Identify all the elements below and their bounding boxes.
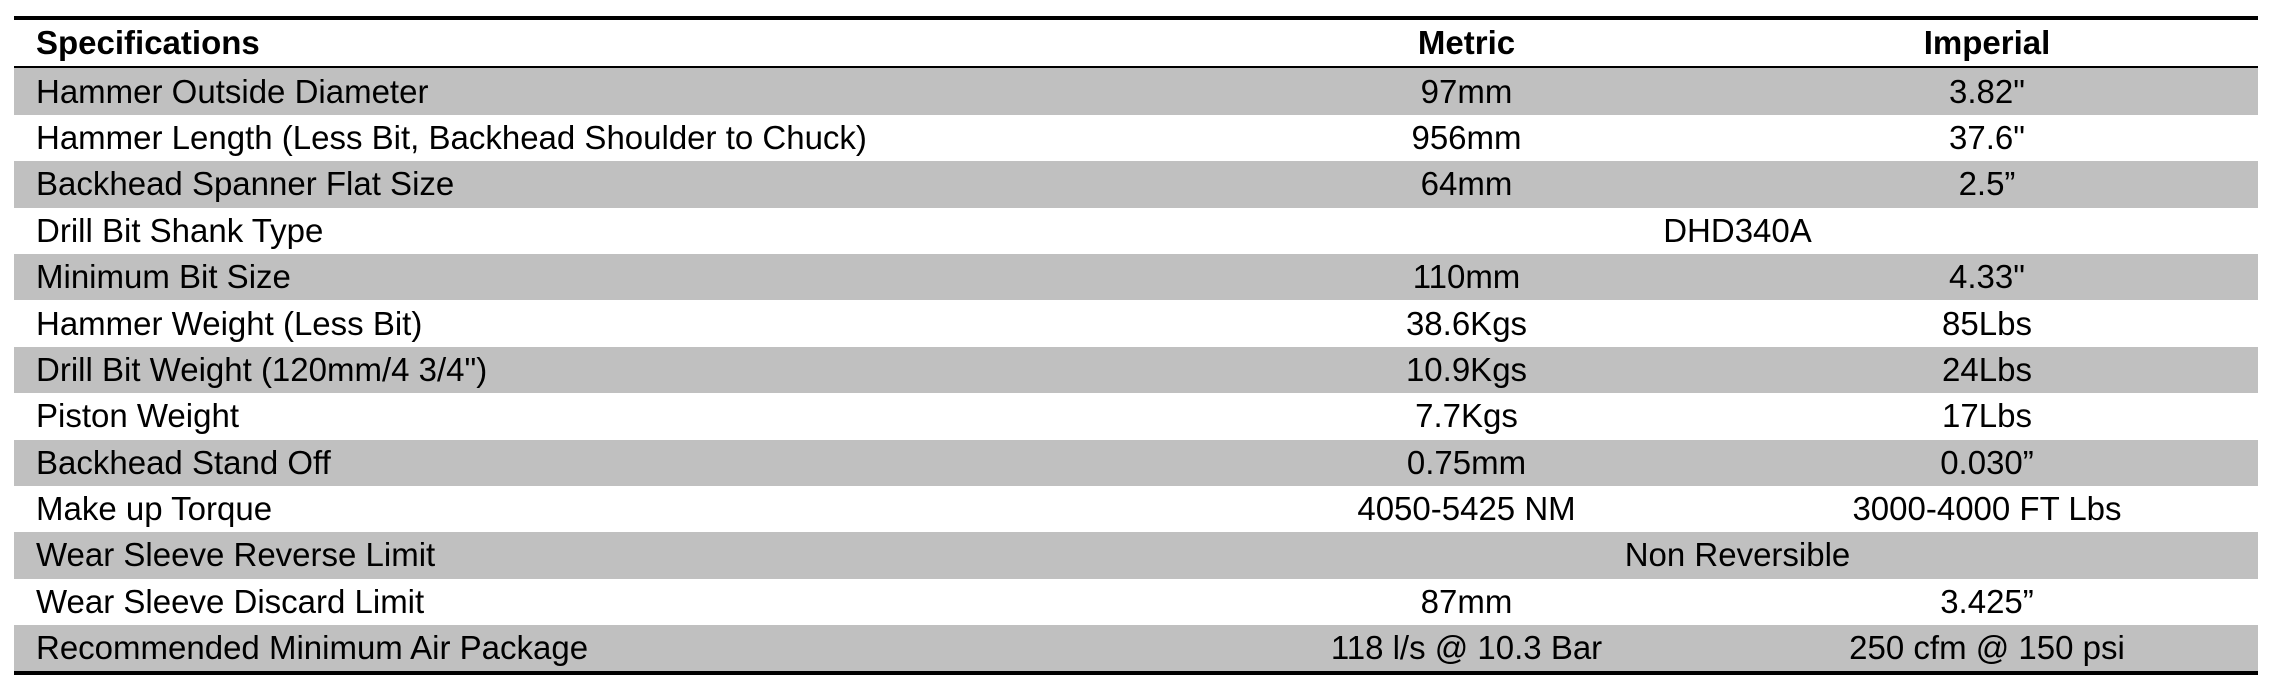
imperial-value-cell: 24Lbs xyxy=(1716,347,2258,393)
metric-value-cell: 38.6Kgs xyxy=(1217,300,1716,346)
metric-value-cell: 97mm xyxy=(1217,67,1716,114)
spec-name-cell: Hammer Weight (Less Bit) xyxy=(14,300,1217,346)
merged-value-cell: Non Reversible xyxy=(1217,532,2258,578)
spec-name-cell: Backhead Spanner Flat Size xyxy=(14,161,1217,207)
metric-value-cell: 7.7Kgs xyxy=(1217,393,1716,439)
imperial-value-cell: 250 cfm @ 150 psi xyxy=(1716,625,2258,673)
spec-name-cell: Make up Torque xyxy=(14,486,1217,532)
table-row xyxy=(14,300,2258,346)
table-row xyxy=(14,486,2258,532)
metric-value-cell: 87mm xyxy=(1217,579,1716,625)
table-row xyxy=(14,532,2258,578)
spec-name-cell: Drill Bit Weight (120mm/4 3/4") xyxy=(14,347,1217,393)
table-row xyxy=(14,208,2258,254)
table-body xyxy=(14,67,2258,673)
imperial-value-cell: 2.5” xyxy=(1716,161,2258,207)
imperial-value-cell: 17Lbs xyxy=(1716,393,2258,439)
table-row xyxy=(14,625,2258,673)
spec-name-cell: Piston Weight xyxy=(14,393,1217,439)
header-specifications: Specifications xyxy=(14,18,1217,67)
header-imperial: Imperial xyxy=(1716,18,2258,67)
imperial-value-cell: 3.82" xyxy=(1716,67,2258,114)
header-metric: Metric xyxy=(1217,18,1716,67)
spec-name-cell: Wear Sleeve Reverse Limit xyxy=(14,532,1217,578)
metric-value-cell: 64mm xyxy=(1217,161,1716,207)
spec-name-cell: Hammer Outside Diameter xyxy=(14,67,1217,114)
imperial-value-cell: 37.6" xyxy=(1716,115,2258,161)
imperial-value-cell: 4.33" xyxy=(1716,254,2258,300)
spec-name-cell: Wear Sleeve Discard Limit xyxy=(14,579,1217,625)
spec-name-cell: Drill Bit Shank Type xyxy=(14,208,1217,254)
merged-value-cell: DHD340A xyxy=(1217,208,2258,254)
imperial-value-cell: 3000-4000 FT Lbs xyxy=(1716,486,2258,532)
metric-value-cell: 0.75mm xyxy=(1217,440,1716,486)
imperial-value-cell: 0.030” xyxy=(1716,440,2258,486)
table-row xyxy=(14,440,2258,486)
imperial-value-cell: 85Lbs xyxy=(1716,300,2258,346)
table-row xyxy=(14,347,2258,393)
spec-name-cell: Recommended Minimum Air Package xyxy=(14,625,1217,673)
table-row xyxy=(14,115,2258,161)
specifications-table xyxy=(14,16,2258,675)
spec-name-cell: Hammer Length (Less Bit, Backhead Shoulder to Chuck) xyxy=(14,115,1217,161)
spec-name-cell: Minimum Bit Size xyxy=(14,254,1217,300)
metric-value-cell: 956mm xyxy=(1217,115,1716,161)
table-row xyxy=(14,254,2258,300)
metric-value-cell: 118 l/s @ 10.3 Bar xyxy=(1217,625,1716,673)
table-row xyxy=(14,393,2258,439)
table-row xyxy=(14,161,2258,207)
imperial-value-cell: 3.425” xyxy=(1716,579,2258,625)
table-row xyxy=(14,579,2258,625)
metric-value-cell: 110mm xyxy=(1217,254,1716,300)
metric-value-cell: 4050-5425 NM xyxy=(1217,486,1716,532)
table-header xyxy=(14,18,2258,67)
spec-name-cell: Backhead Stand Off xyxy=(14,440,1217,486)
table-row xyxy=(14,67,2258,114)
header-row xyxy=(14,18,2258,67)
metric-value-cell: 10.9Kgs xyxy=(1217,347,1716,393)
